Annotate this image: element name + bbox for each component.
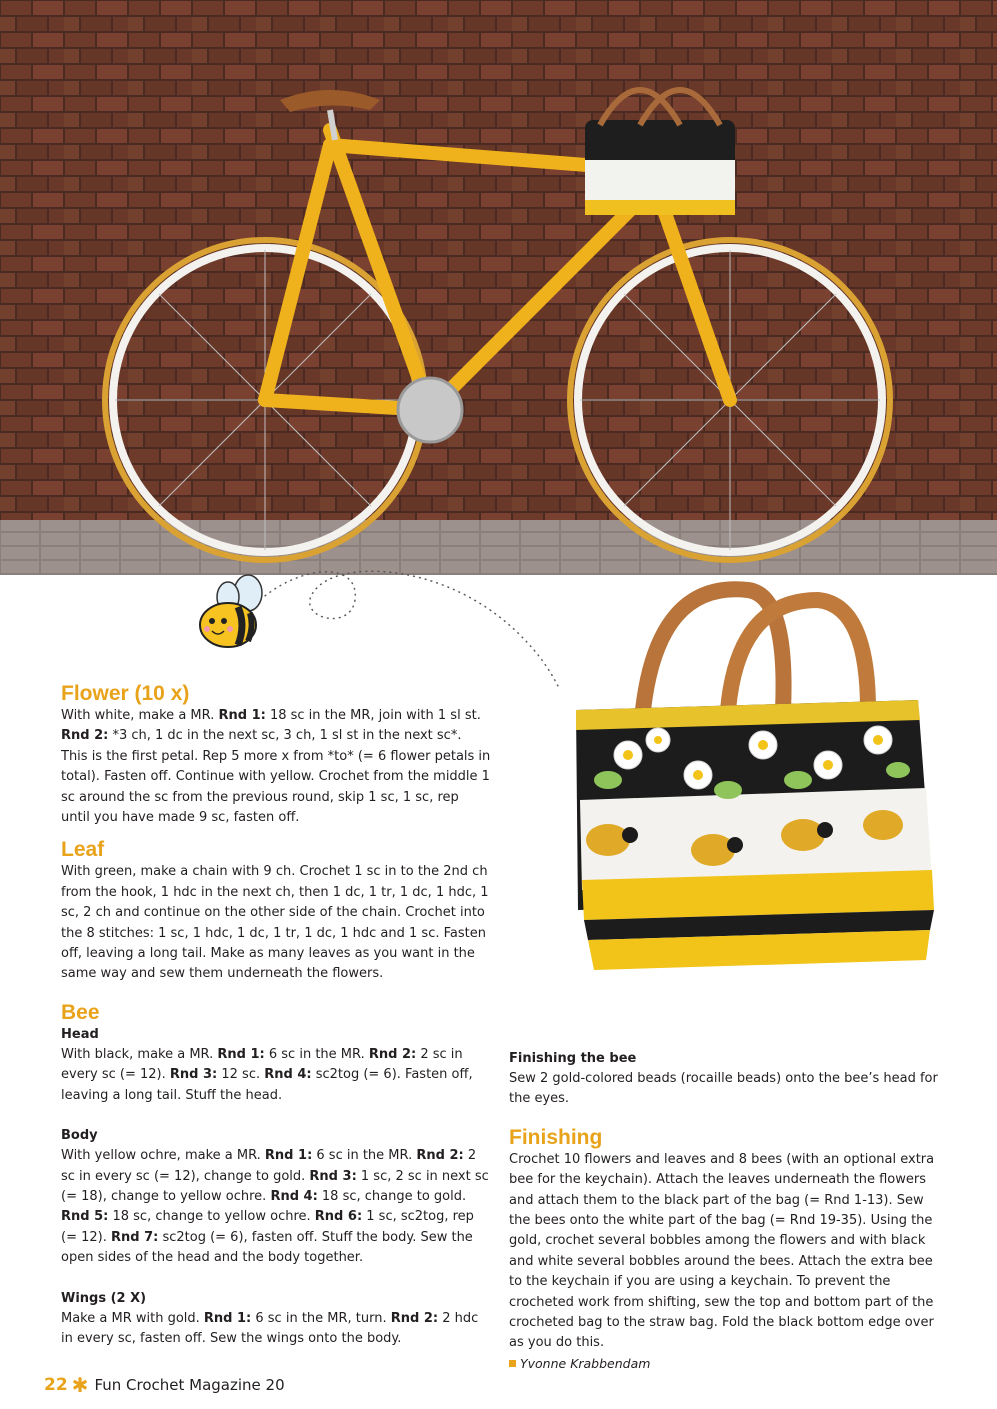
- author-square-icon: [509, 1360, 516, 1367]
- right-column: [509, 1049, 939, 1374]
- finishing-bee-title: Finishing the bee: [509, 1051, 637, 1066]
- finishing-bee-instructions: Sew 2 gold-colored beads (rocaille beads) onto the bee’s head for the eyes.: [509, 1071, 938, 1107]
- finishing-instructions: Crochet 10 flowers and leaves and 8 bees (with an optional extra bee for the keychain). Attach the leaves underneath the flowers and attach them to the black part of the bag (= Rnd 1-13). Sew the bees onto the white part of the bag (= Rnd 19-35). Using the gold, crochet several bobbles among the flowers and with black and white several bobbles around the bees. Attach the extra bee to the keychain if you are using a keychain. To prevent the crocheted work from shifting, sew the top and bottom part of the crocheted bag to the straw bag. Fold the black bottom edge over as you do this.: [509, 1151, 935, 1351]
- left-column: [61, 682, 491, 1349]
- leaf-instructions: With green, make a chain with 9 ch. Crochet 1 sc in to the 2nd ch from the hook, 1 hdc in the next ch, then 1 dc, 1 tr, 1 dc, 1 hdc, 1 sc, 2 ch and continue on the other side of the chain. Crochet into the 8 stitches: 1 sc, 1 hdc, 1 dc, 1 tr, 1 dc, 1 hdc and 1 sc. Fasten off, leaving a long tail. Make as many leaves as you want in the same way and sew them underneath the flowers.: [61, 864, 489, 982]
- finishing-title: Finishing: [509, 1125, 603, 1149]
- flower-instructions: With white, make a MR. Rnd 1: 18 sc in the MR, join with 1 sl st. Rnd 2: *3 ch, 1 dc in the next sc, 3 ch, 1 sl st in the next sc*. This is the first petal. Rep 5 more x from *to* (= 6 flower petals in total). Fasten off. Continue with yellow. Crochet from the middle 1 sc around the sc from the previous round, skip 1 sc, 1 sc, rep until you have made 9 sc, fasten off.: [61, 708, 491, 826]
- page-footer: [44, 1370, 285, 1400]
- bicycle-photo: [0, 0, 997, 575]
- wings-instructions: Make a MR with gold. Rnd 1: 6 sc in the MR, turn. Rnd 2: 2 hdc in every sc, fasten off. Sew the wings onto the body.: [61, 1310, 479, 1346]
- crochet-basket-illustration: [548, 580, 948, 1000]
- bicycle-illustration: [0, 0, 997, 575]
- head-instructions: With black, make a MR. Rnd 1: 6 sc in the MR. Rnd 2: 2 sc in every sc (= 12). Rnd 3: 12 sc. Rnd 4: sc2tog (= 6). Fasten off, leaving a long tail. Stuff the head.: [61, 1046, 473, 1103]
- page-number: 22: [44, 1375, 68, 1395]
- head-title: Head: [61, 1026, 99, 1042]
- leaf-title: Leaf: [61, 838, 105, 862]
- bee-title: Bee: [61, 1000, 100, 1024]
- magazine-name: Fun Crochet Magazine 20: [94, 1376, 285, 1394]
- body-instructions: With yellow ochre, make a MR. Rnd 1: 6 sc in the MR. Rnd 2: 2 sc in every sc (= 12), change to gold. Rnd 3: 1 sc, 2 sc in next sc (= 18), change to yellow ochre. Rnd 4: 18 sc, change to gold. Rnd 5: 18 sc, change to yellow ochre. Rnd 6: 1 sc, sc2tog, rep (= 12). Rnd 7: sc2tog (= 6), fasten off. Stuff the body. Sew the open sides of the head and the body together.: [61, 1148, 489, 1266]
- body-title: Body: [61, 1128, 98, 1144]
- star-icon: ✱: [71, 1373, 89, 1397]
- wings-title: Wings (2 X): [61, 1290, 147, 1306]
- flower-title: Flower (10 x): [61, 682, 190, 705]
- crochet-basket-photo: [548, 580, 948, 1000]
- author-credit: Yvonne Krabbendam: [509, 1354, 939, 1374]
